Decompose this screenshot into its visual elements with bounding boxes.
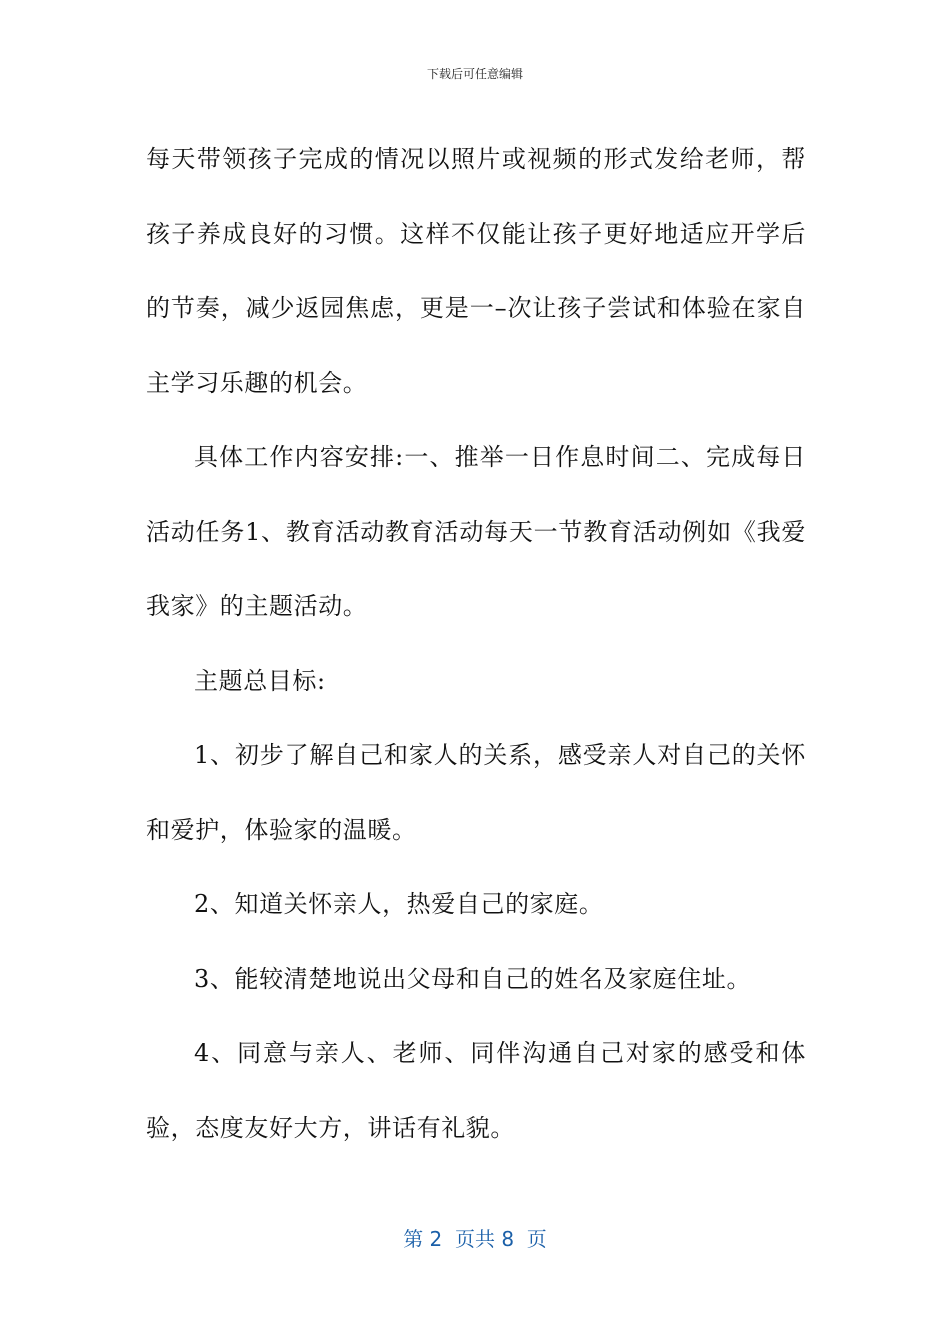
paragraph-work-arrangement: 具体工作内容安排:一、推举一日作息时间二、完成每日活动任务1、教育活动教育活动每天一节教育活动例如《我爱我家》的主题活动。 bbox=[146, 443, 806, 620]
page-number-footer: 第 2 页共 8 页 bbox=[403, 1227, 547, 1251]
paragraph-continuation: 每天带领孩子完成的情况以照片或视频的形式发给老师，帮孩子养成良好的习惯。这样不仅能让孩子更好地适应开学后的节奏，减少返园焦虑，更是一–次让孩子尝试和体验在家自主学习乐趣的机会。 bbox=[146, 145, 806, 397]
paragraph-goal-4: 4、同意与亲人、老师、同伴沟通自己对家的感受和体验，态度友好大方，讲话有礼貌。 bbox=[146, 1039, 806, 1142]
paragraph-goal-1: 1、初步了解自己和家人的关系，感受亲人对自己的关怀和爱护，体验家的温暖。 bbox=[146, 741, 806, 844]
document-body bbox=[146, 122, 806, 1165]
paragraph-goal-2: 2、知道关怀亲人，热爱自己的家庭。 bbox=[194, 890, 604, 918]
paragraph-theme-goal-heading: 主题总目标: bbox=[194, 666, 326, 695]
page-header: 下载后可任意编辑 bbox=[426, 67, 523, 81]
paragraph-goal-3: 3、能较清楚地说出父母和自己的姓名及家庭住址。 bbox=[194, 964, 752, 993]
